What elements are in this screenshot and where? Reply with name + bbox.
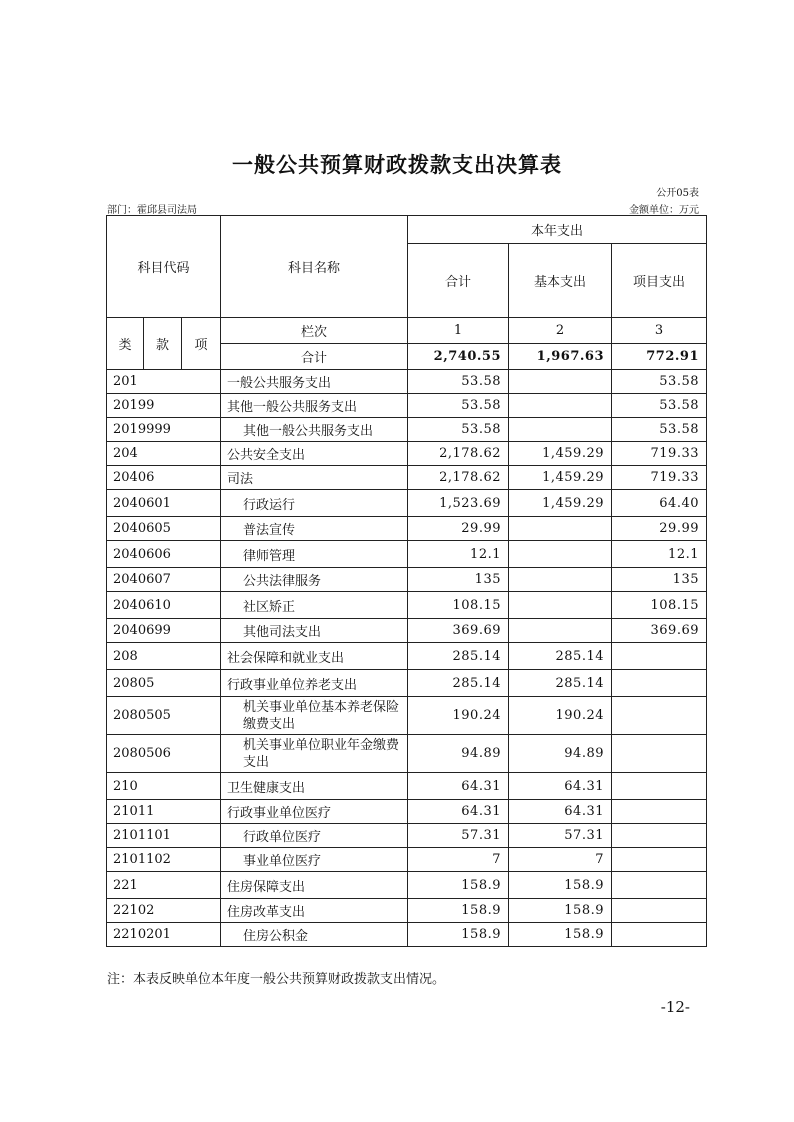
table-row <box>107 541 707 568</box>
row-basic <box>509 541 612 568</box>
total-project: 772.91 <box>612 344 707 370</box>
table-row <box>107 517 707 541</box>
row-basic <box>509 370 612 394</box>
row-project <box>612 670 707 697</box>
table-row <box>107 735 707 773</box>
row-basic: 1,459.29 <box>509 490 612 517</box>
row-project: 369.69 <box>612 619 707 643</box>
table-row <box>107 418 707 442</box>
row-basic: 285.14 <box>509 670 612 697</box>
row-basic <box>509 568 612 592</box>
table-row <box>107 773 707 800</box>
table-row <box>107 490 707 517</box>
row-subject-name: 卫生健康支出 <box>221 773 408 800</box>
row-subject-code: 22102 <box>107 899 221 923</box>
expenditure-table <box>106 215 707 947</box>
header-project-expense: 项目支出 <box>612 244 707 318</box>
row-subject-name: 其他一般公共服务支出 <box>221 418 408 442</box>
row-basic: 94.89 <box>509 735 612 773</box>
row-basic: 285.14 <box>509 643 612 670</box>
department-label: 部门：霍邱县司法局 <box>107 205 197 216</box>
row-project <box>612 824 707 848</box>
table-row <box>107 872 707 899</box>
row-total: 2,178.62 <box>408 466 509 490</box>
row-subject-code: 2101102 <box>107 848 221 872</box>
row-subject-code: 2040605 <box>107 517 221 541</box>
row-basic <box>509 418 612 442</box>
row-project: 53.58 <box>612 394 707 418</box>
row-subject-name: 普法宣传 <box>221 517 408 541</box>
row-subject-name: 社区矫正 <box>221 592 408 619</box>
table-row <box>107 442 707 466</box>
header-total: 合计 <box>408 244 509 318</box>
row-project <box>612 697 707 735</box>
row-project <box>612 899 707 923</box>
amount-unit-label: 金额单位：万元 <box>629 205 699 216</box>
page-number: -12- <box>660 998 690 1016</box>
row-basic: 1,459.29 <box>509 466 612 490</box>
table-row <box>107 568 707 592</box>
row-subject-name: 其他司法支出 <box>221 619 408 643</box>
row-total: 64.31 <box>408 800 509 824</box>
row-subject-code: 204 <box>107 442 221 466</box>
row-total: 57.31 <box>408 824 509 848</box>
row-subject-name: 公共法律服务 <box>221 568 408 592</box>
row-subject-code: 2040606 <box>107 541 221 568</box>
row-subject-name: 律师管理 <box>221 541 408 568</box>
row-total: 285.14 <box>408 670 509 697</box>
row-subject-code: 2040601 <box>107 490 221 517</box>
row-project <box>612 923 707 947</box>
row-total: 135 <box>408 568 509 592</box>
row-subject-name: 行政事业单位养老支出 <box>221 670 408 697</box>
row-basic: 158.9 <box>509 872 612 899</box>
table-row <box>107 923 707 947</box>
total-amount: 2,740.55 <box>408 344 509 370</box>
total-basic: 1,967.63 <box>509 344 612 370</box>
row-subject-name: 一般公共服务支出 <box>221 370 408 394</box>
row-project: 108.15 <box>612 592 707 619</box>
row-subject-name: 社会保障和就业支出 <box>221 643 408 670</box>
row-basic: 1,459.29 <box>509 442 612 466</box>
row-total: 369.69 <box>408 619 509 643</box>
row-subject-name: 机关事业单位职业年金缴费支出 <box>221 735 408 773</box>
row-basic <box>509 619 612 643</box>
row-total: 53.58 <box>408 370 509 394</box>
row-subject-name: 其他一般公共服务支出 <box>221 394 408 418</box>
table-row <box>107 466 707 490</box>
column-number-3: 3 <box>612 318 707 344</box>
row-total: 190.24 <box>408 697 509 735</box>
row-subject-name: 事业单位医疗 <box>221 848 408 872</box>
table-row <box>107 592 707 619</box>
row-project: 53.58 <box>612 418 707 442</box>
table-row <box>107 370 707 394</box>
row-project <box>612 773 707 800</box>
row-project: 29.99 <box>612 517 707 541</box>
header-class: 类 <box>107 318 144 370</box>
row-total: 53.58 <box>408 418 509 442</box>
table-row <box>107 619 707 643</box>
row-total: 158.9 <box>408 872 509 899</box>
row-basic: 158.9 <box>509 923 612 947</box>
row-basic: 7 <box>509 848 612 872</box>
row-basic <box>509 517 612 541</box>
row-basic: 57.31 <box>509 824 612 848</box>
row-total: 285.14 <box>408 643 509 670</box>
row-subject-name: 住房公积金 <box>221 923 408 947</box>
row-subject-code: 208 <box>107 643 221 670</box>
row-subject-code: 20406 <box>107 466 221 490</box>
row-subject-name: 机关事业单位基本养老保险缴费支出 <box>221 697 408 735</box>
row-total: 108.15 <box>408 592 509 619</box>
row-project: 12.1 <box>612 541 707 568</box>
column-number-1: 1 <box>408 318 509 344</box>
row-subject-code: 20199 <box>107 394 221 418</box>
form-number: 公开05表 <box>656 188 699 199</box>
row-basic: 64.31 <box>509 773 612 800</box>
page-title: 一般公共预算财政拨款支出决算表 <box>232 152 562 177</box>
row-subject-name: 行政单位医疗 <box>221 824 408 848</box>
row-basic: 158.9 <box>509 899 612 923</box>
row-subject-name: 住房改革支出 <box>221 899 408 923</box>
row-total: 94.89 <box>408 735 509 773</box>
row-subject-code: 21011 <box>107 800 221 824</box>
row-total: 2,178.62 <box>408 442 509 466</box>
header-section: 款 <box>144 318 182 370</box>
row-basic <box>509 592 612 619</box>
row-subject-name: 司法 <box>221 466 408 490</box>
row-subject-code: 201 <box>107 370 221 394</box>
row-subject-name: 行政运行 <box>221 490 408 517</box>
row-total: 7 <box>408 848 509 872</box>
header-basic-expense: 基本支出 <box>509 244 612 318</box>
table-row <box>107 899 707 923</box>
header-item: 项 <box>182 318 221 370</box>
row-total: 64.31 <box>408 773 509 800</box>
row-subject-name: 行政事业单位医疗 <box>221 800 408 824</box>
row-subject-code: 2080505 <box>107 697 221 735</box>
row-basic: 190.24 <box>509 697 612 735</box>
row-total: 158.9 <box>408 923 509 947</box>
table-row <box>107 643 707 670</box>
row-project <box>612 800 707 824</box>
row-project <box>612 643 707 670</box>
header-column-no: 栏次 <box>221 318 408 344</box>
row-subject-code: 2210201 <box>107 923 221 947</box>
row-subject-code: 2040699 <box>107 619 221 643</box>
table-row <box>107 824 707 848</box>
header-subject-name: 科目名称 <box>221 216 408 318</box>
row-project: 53.58 <box>612 370 707 394</box>
row-project: 719.33 <box>612 466 707 490</box>
column-number-2: 2 <box>509 318 612 344</box>
table-row <box>107 800 707 824</box>
table-row <box>107 394 707 418</box>
row-total: 158.9 <box>408 899 509 923</box>
row-subject-code: 2080506 <box>107 735 221 773</box>
row-basic <box>509 394 612 418</box>
total-label: 合计 <box>221 344 408 370</box>
row-subject-code: 2040607 <box>107 568 221 592</box>
row-project: 719.33 <box>612 442 707 466</box>
row-basic: 64.31 <box>509 800 612 824</box>
row-subject-code: 210 <box>107 773 221 800</box>
header-year-expense: 本年支出 <box>408 216 707 244</box>
row-subject-name: 公共安全支出 <box>221 442 408 466</box>
row-total: 29.99 <box>408 517 509 541</box>
row-subject-code: 20805 <box>107 670 221 697</box>
table-row <box>107 697 707 735</box>
table-note: 注：本表反映单位本年度一般公共预算财政拨款支出情况。 <box>107 972 446 987</box>
table-row <box>107 670 707 697</box>
row-subject-code: 221 <box>107 872 221 899</box>
row-total: 12.1 <box>408 541 509 568</box>
row-subject-code: 2040610 <box>107 592 221 619</box>
table-row <box>107 848 707 872</box>
row-total: 1,523.69 <box>408 490 509 517</box>
row-total: 53.58 <box>408 394 509 418</box>
row-project: 135 <box>612 568 707 592</box>
header-subject-code: 科目代码 <box>107 216 221 318</box>
row-subject-name: 住房保障支出 <box>221 872 408 899</box>
row-project <box>612 872 707 899</box>
row-subject-code: 2019999 <box>107 418 221 442</box>
row-project <box>612 735 707 773</box>
row-project: 64.40 <box>612 490 707 517</box>
row-subject-code: 2101101 <box>107 824 221 848</box>
row-project <box>612 848 707 872</box>
